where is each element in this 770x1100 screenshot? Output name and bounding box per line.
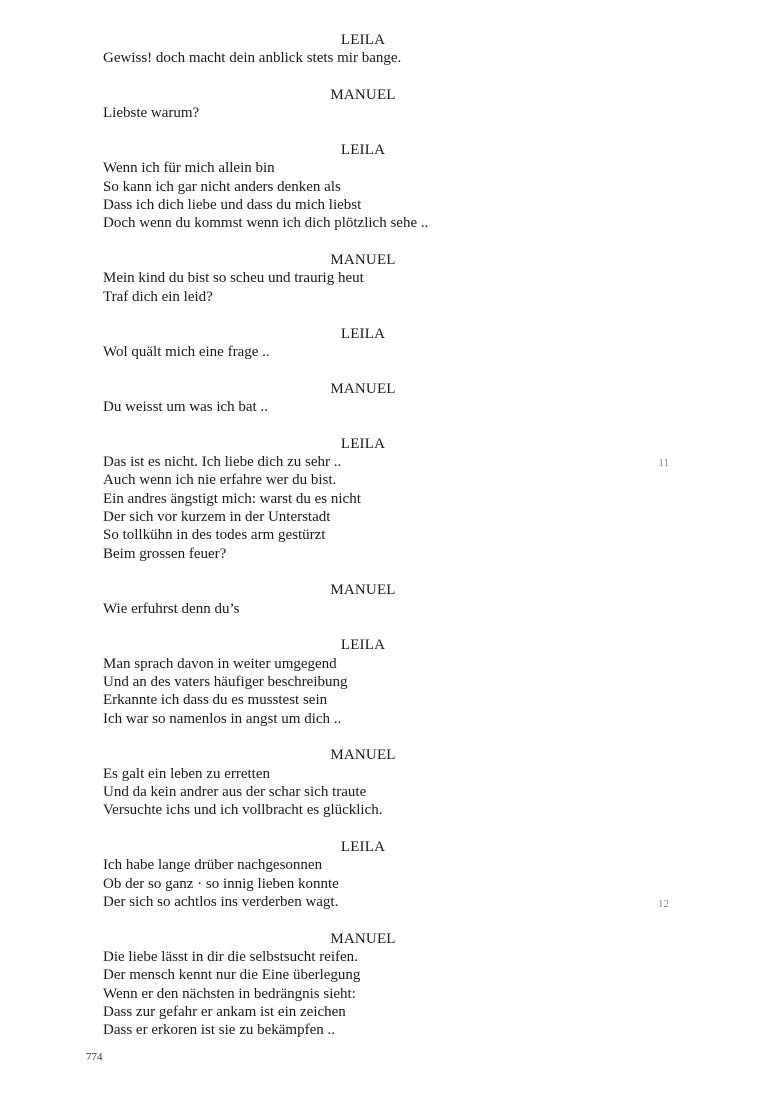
verse-line: Der sich vor kurzem in der Unterstadt [103, 508, 331, 525]
verse-line: Die liebe lässt in dir die selbstsucht reifen. [103, 949, 358, 966]
verse-line: Doch wenn du kommst wenn ich dich plötzlich sehe .. [103, 215, 429, 232]
verse-line: Dass ich dich liebe und dass du mich liebst [103, 197, 362, 214]
verse-line: Wenn er den nächsten in bedrängnis sieht: [103, 985, 356, 1002]
dialogue-block [103, 380, 623, 417]
verse-line: Man sprach davon in weiter umgegend [103, 655, 337, 672]
verse-line: Wie erfuhrst denn du’s [103, 600, 240, 617]
verse-line: Erkannte ich dass du es musstest sein [103, 692, 328, 709]
verse-line: Und da kein andrer aus der schar sich traute [103, 784, 367, 800]
speaker-name: MANUEL [330, 582, 396, 599]
verse-line: Liebste warum? [103, 105, 200, 122]
verse-line: Beim grossen feuer? [103, 545, 227, 562]
verse-line: Dass er erkoren ist sie zu bekämpfen .. [103, 1022, 336, 1039]
verse-line: Ob der so ganz · so innig lieben konnte [103, 875, 339, 892]
verse-line: Es galt ein leben zu erretten [103, 765, 271, 782]
speaker-name: LEILA [340, 839, 386, 856]
verse-line: Ich habe lange drüber nachgesonnen [103, 857, 323, 874]
speaker-name: LEILA [340, 32, 386, 48]
dialogue-block [103, 31, 623, 68]
speaker-name: LEILA [340, 142, 386, 159]
verse-line: Wol quält mich eine frage .. [103, 343, 270, 360]
verse-line: Der sich so achtlos ins verderben wagt. [103, 893, 339, 910]
dialogue-block [103, 86, 623, 123]
verse-line: Der mensch kennt nur die Eine überlegung [103, 967, 361, 984]
dialogue-block [103, 141, 623, 232]
verse-line: Du weisst um was ich bat .. [103, 398, 268, 415]
verse-line: Auch wenn ich nie erfahre wer du bist. [103, 472, 337, 489]
speaker-name: MANUEL [330, 380, 396, 397]
verse-line: Das ist es nicht. Ich liebe dich zu sehr .. [103, 454, 342, 471]
dialogue-block [103, 435, 623, 563]
speaker-name: MANUEL [330, 87, 396, 104]
line-marker-12: 12 [658, 898, 669, 910]
dialogue-block [103, 746, 623, 819]
dialogue-block [103, 251, 623, 306]
dialogue-block [103, 838, 623, 911]
verse-line: Ein andres ängstigt mich: warst du es nicht [103, 490, 361, 507]
page-number: 774 [86, 1051, 103, 1063]
verse-line: So kann ich gar nicht anders denken als [103, 178, 341, 195]
dialogue-block [103, 636, 623, 727]
verse-line: Dass zur gefahr er ankam ist ein zeichen [103, 1003, 346, 1020]
speaker-name: LEILA [340, 325, 386, 342]
verse-line: Gewiss! doch macht dein anblick stets mir bange. [103, 50, 402, 67]
speaker-name: MANUEL [330, 747, 396, 764]
verse-line: Ich war so namenlos in angst um dich .. [103, 710, 342, 727]
speaker-name: LEILA [340, 435, 386, 452]
dialogue-block [103, 930, 623, 1040]
verse-line: Traf dich ein leid? [103, 288, 213, 305]
verse-line: Versuchte ichs und ich vollbracht es glücklich. [103, 802, 383, 819]
verse-line: So tollkühn in des todes arm gestürzt [103, 527, 326, 544]
speaker-name: MANUEL [330, 252, 396, 269]
verse-line: Und an des vaters häufiger beschreibung [103, 674, 348, 691]
verse-line: Wenn ich für mich allein bin [103, 160, 275, 177]
dialogue-block [103, 325, 623, 362]
speaker-name: LEILA [340, 637, 386, 654]
dialogue-block [103, 581, 623, 618]
speaker-name: MANUEL [330, 930, 396, 947]
line-marker-11: 11 [658, 457, 669, 469]
verse-line: Mein kind du bist so scheu und traurig heut [103, 270, 364, 287]
dialogue-column [103, 31, 623, 1058]
